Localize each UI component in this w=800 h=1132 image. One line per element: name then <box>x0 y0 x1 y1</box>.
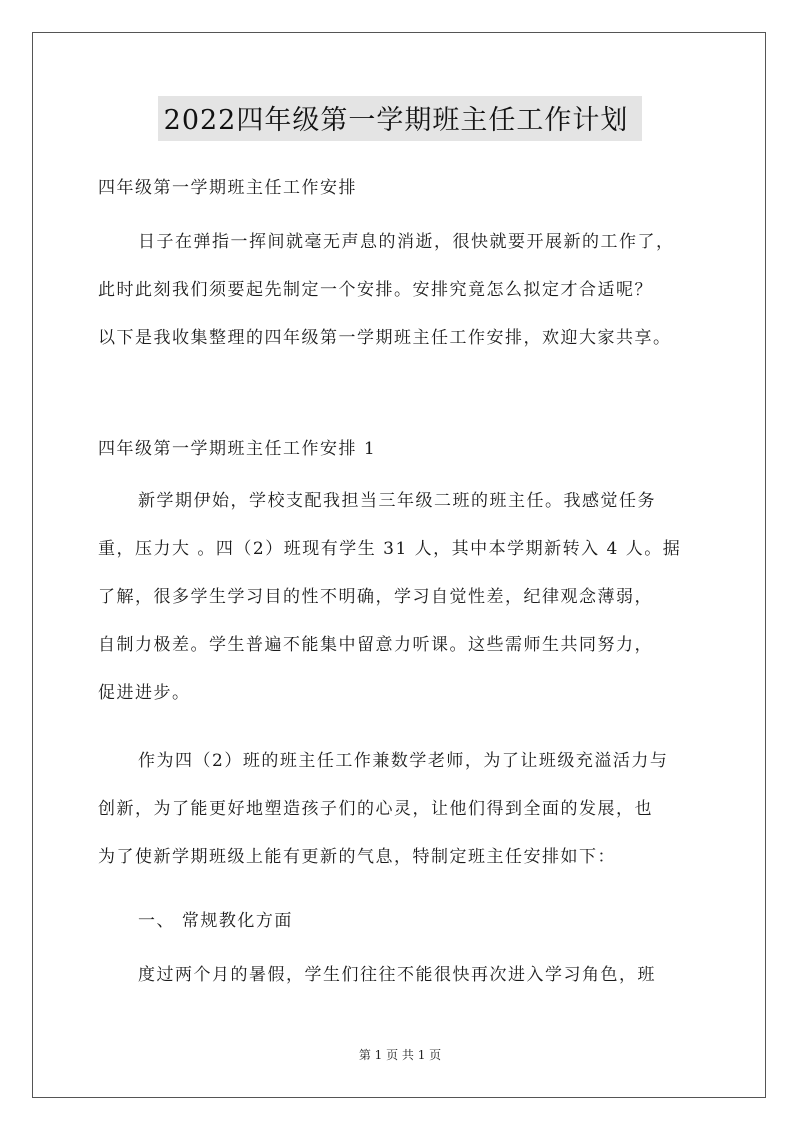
intro-line: 此时此刻我们须要起先制定一个安排。安排究竟怎么拟定才合适呢？ <box>98 280 653 300</box>
para1-line: 新学期伊始，学校支配我担当三年级二班的班主任。我感觉任务 <box>138 491 656 511</box>
para2-line: 创新，为了能更好地塑造孩子们的心灵，让他们得到全面的发展，也 <box>98 799 653 819</box>
paragraph-1 <box>98 486 708 726</box>
document-title-wrap <box>0 96 800 141</box>
item-1-heading-text: 一、 常规教化方面 <box>138 911 293 931</box>
para1-line: 自制力极差。学生普遍不能集中留意力听课。这些需师生共同努力， <box>98 635 653 655</box>
subtitle-text: 四年级第一学期班主任工作安排 <box>98 178 357 198</box>
item-1-heading <box>98 906 708 936</box>
intro-line: 日子在弹指一挥间就毫无声息的消逝，很快就要开展新的工作了， <box>138 232 675 252</box>
para1-line: 重，压力大 。四（2）班现有学生 31 人，其中本学期新转入 4 人。据 <box>98 539 682 559</box>
para3-line: 度过两个月的暑假，学生们往往不能很快再次进入学习角色，班 <box>138 965 656 985</box>
para1-line: 了解，很多学生学习目的性不明确，学习自觉性差，纪律观念薄弱， <box>98 587 653 607</box>
page-footer: 第 1 页 共 1 页 <box>358 1048 442 1062</box>
para2-line: 作为四（2）班的班主任工作兼数学老师，为了让班级充溢活力与 <box>138 751 669 771</box>
intro-paragraph <box>98 227 708 371</box>
document-title: 2022四年级第一学期班主任工作计划 <box>158 96 643 141</box>
section-heading-text: 四年级第一学期班主任工作安排 1 <box>98 439 377 459</box>
section-heading <box>98 434 708 464</box>
para1-line: 促进进步。 <box>98 683 191 703</box>
subtitle <box>98 173 708 203</box>
para2-line: 为了使新学期班级上能有更新的气息，特制定班主任安排如下： <box>98 847 616 867</box>
paragraph-3 <box>98 960 708 990</box>
intro-line: 以下是我收集整理的四年级第一学期班主任工作安排，欢迎大家共享。 <box>98 328 672 348</box>
paragraph-2 <box>98 746 708 890</box>
